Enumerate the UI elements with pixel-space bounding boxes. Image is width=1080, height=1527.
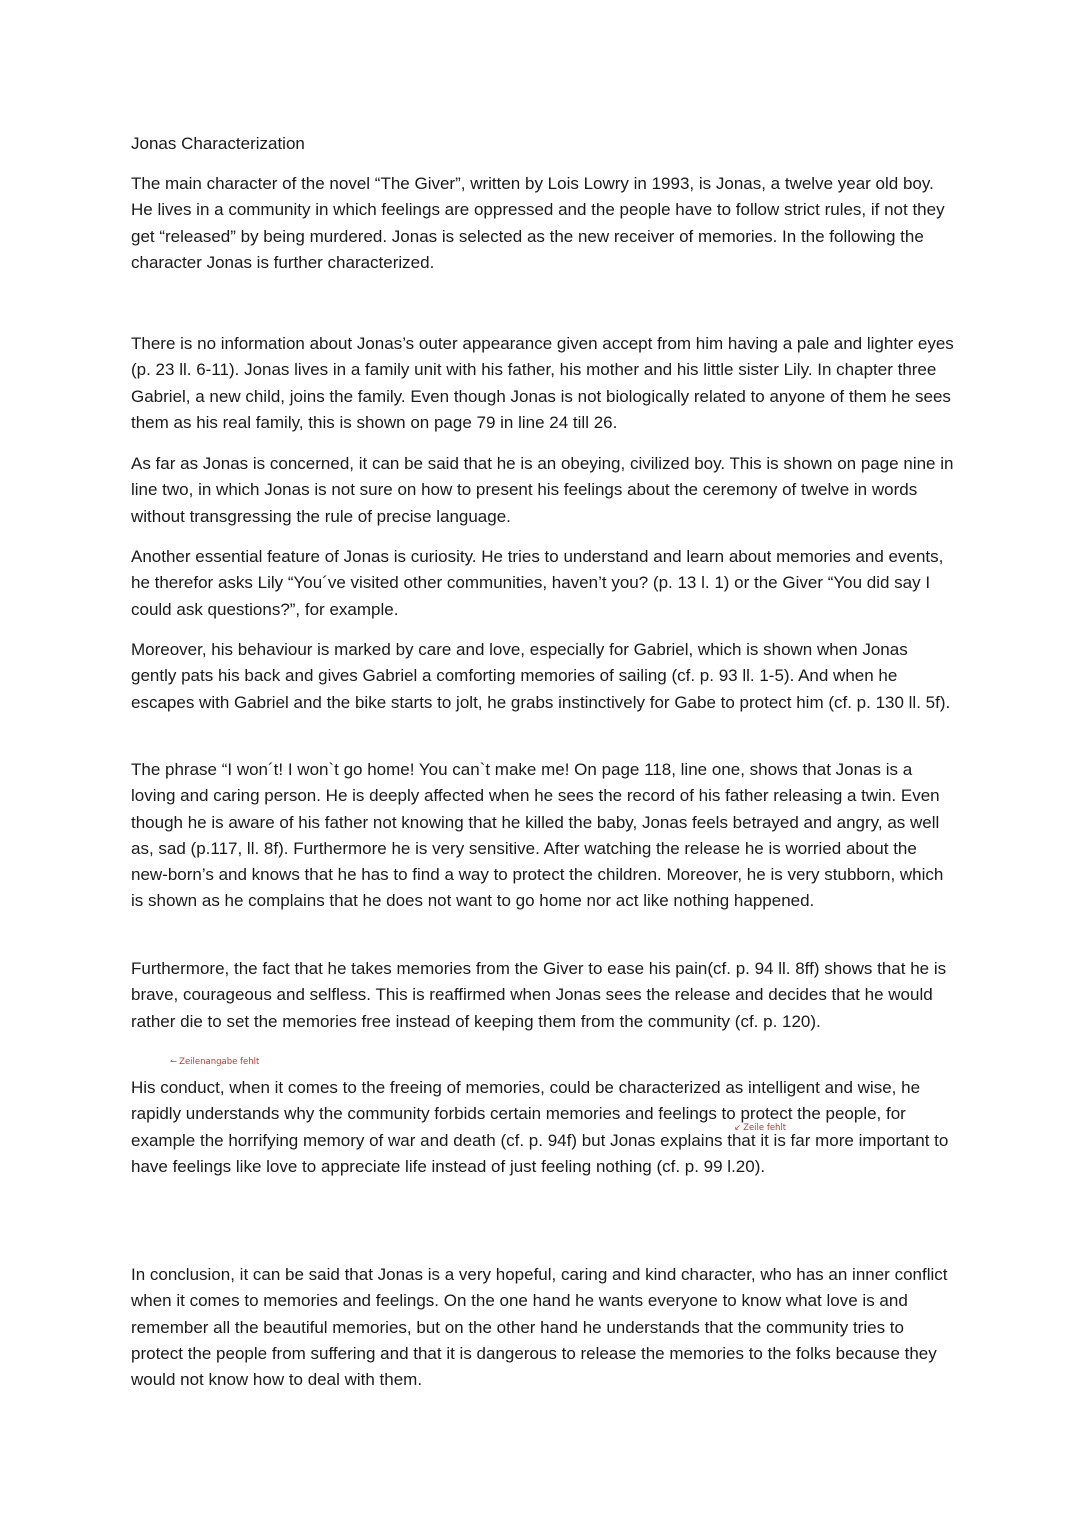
- paragraph-bravery: Furthermore, the fact that he takes memories from the Giver to ease his pain(cf. p. 94 ll. 8ff) shows that he is brave, courageous and selfless. This is reaffirmed when Jonas sees the release and decides that he would rather die to set the memories free instead of keeping them from the community (cf. p. 120).: [131, 959, 947, 1031]
- paragraph-emotions: The phrase “I won´t! I won`t go home! You can`t make me! On page 118, line one, shows that Jonas is a loving and caring person. He is deeply affected when he sees the record of his father releasing a twin. Even though he is aware of his father not knowing that he killed the baby, Jonas feels betrayed and angry, as well as, sad (p.117, ll. 8f). Furthermore he is very sensitive. After watching the release he is worried about the new-born’s and knows that he has to find a way to protect the children. Moreover, he is very stubborn, which is shown as he complains that he does not want to go home nor act like nothing happened.: [131, 760, 944, 911]
- paragraph-obedience: As far as Jonas is concerned, it can be said that he is an obeying, civilized boy. This is shown on page nine in line two, in which Jonas is not sure on how to present his feelings about the ceremony of twelve in words without transgressing the rule of precise language.: [131, 454, 954, 526]
- paragraph-intelligence: His conduct, when it comes to the freeing of memories, could be characterized as intelligent and wise, he rapidly understands why the community forbids certain memories and feelings to protect the people, for example the horrifying memory of war and death (cf. p. 94f) but Jonas explains that it is far more important to have feelings like love to appreciate life instead of just feeling nothing (cf. p. 99 l.20).: [131, 1078, 949, 1176]
- note-text: Zeilenangabe fehlt: [179, 1057, 260, 1067]
- handwritten-note-line-reference: [170, 1057, 259, 1067]
- paragraph-introduction: The main character of the novel “The Giver”, written by Lois Lowry in 1993, is Jonas, a twelve year old boy. He lives in a community in which feelings are oppressed and the people have to follow strict rules, if not they get “released” by being murdered. Jonas is selected as the new receiver of memories. In the following the character Jonas is further characterized.: [131, 174, 945, 272]
- note-text: Zeile fehlt: [743, 1123, 787, 1133]
- paragraph-curiosity: Another essential feature of Jonas is curiosity. He tries to understand and learn about memories and events, he therefor asks Lily “You´ve visited other communities, haven’t you? (p. 13 l. 1) or the Giver “You did say I could ask questions?”, for example.: [131, 547, 944, 619]
- arrow-icon: ↼: [170, 1057, 178, 1067]
- paragraph-care-love: Moreover, his behaviour is marked by care and love, especially for Gabriel, which is shown when Jonas gently pats his back and gives Gabriel a comforting memories of sailing (cf. p. 93 ll. 1-5). And when he escapes with Gabriel and the bike starts to jolt, he grabs instinctively for Gabe to protect him (cf. p. 130 ll. 5f).: [131, 640, 951, 712]
- paragraph-appearance-family: There is no information about Jonas’s outer appearance given accept from him having a pale and lighter eyes (p. 23 ll. 6-11). Jonas lives in a family unit with his father, his mother and his little sister Lily. In chapter three Gabriel, a new child, joins the family. Even though Jonas is not biologically related to anyone of them he sees them as his real family, this is shown on page 79 in line 24 till 26.: [131, 334, 954, 432]
- paragraph-conclusion: In conclusion, it can be said that Jonas is a very hopeful, caring and kind character, who has an inner conflict when it comes to memories and feelings. On the one hand he wants everyone to know what love is and remember all the beautiful memories, but on the other hand he understands that the community tries to protect the people from suffering and that it is dangerous to release the memories to the folks because they would not know how to deal with them.: [131, 1265, 948, 1390]
- arrow-icon: ↙: [734, 1123, 742, 1133]
- handwritten-note-line-missing: [734, 1123, 786, 1133]
- document-title: Jonas Characterization: [131, 134, 305, 153]
